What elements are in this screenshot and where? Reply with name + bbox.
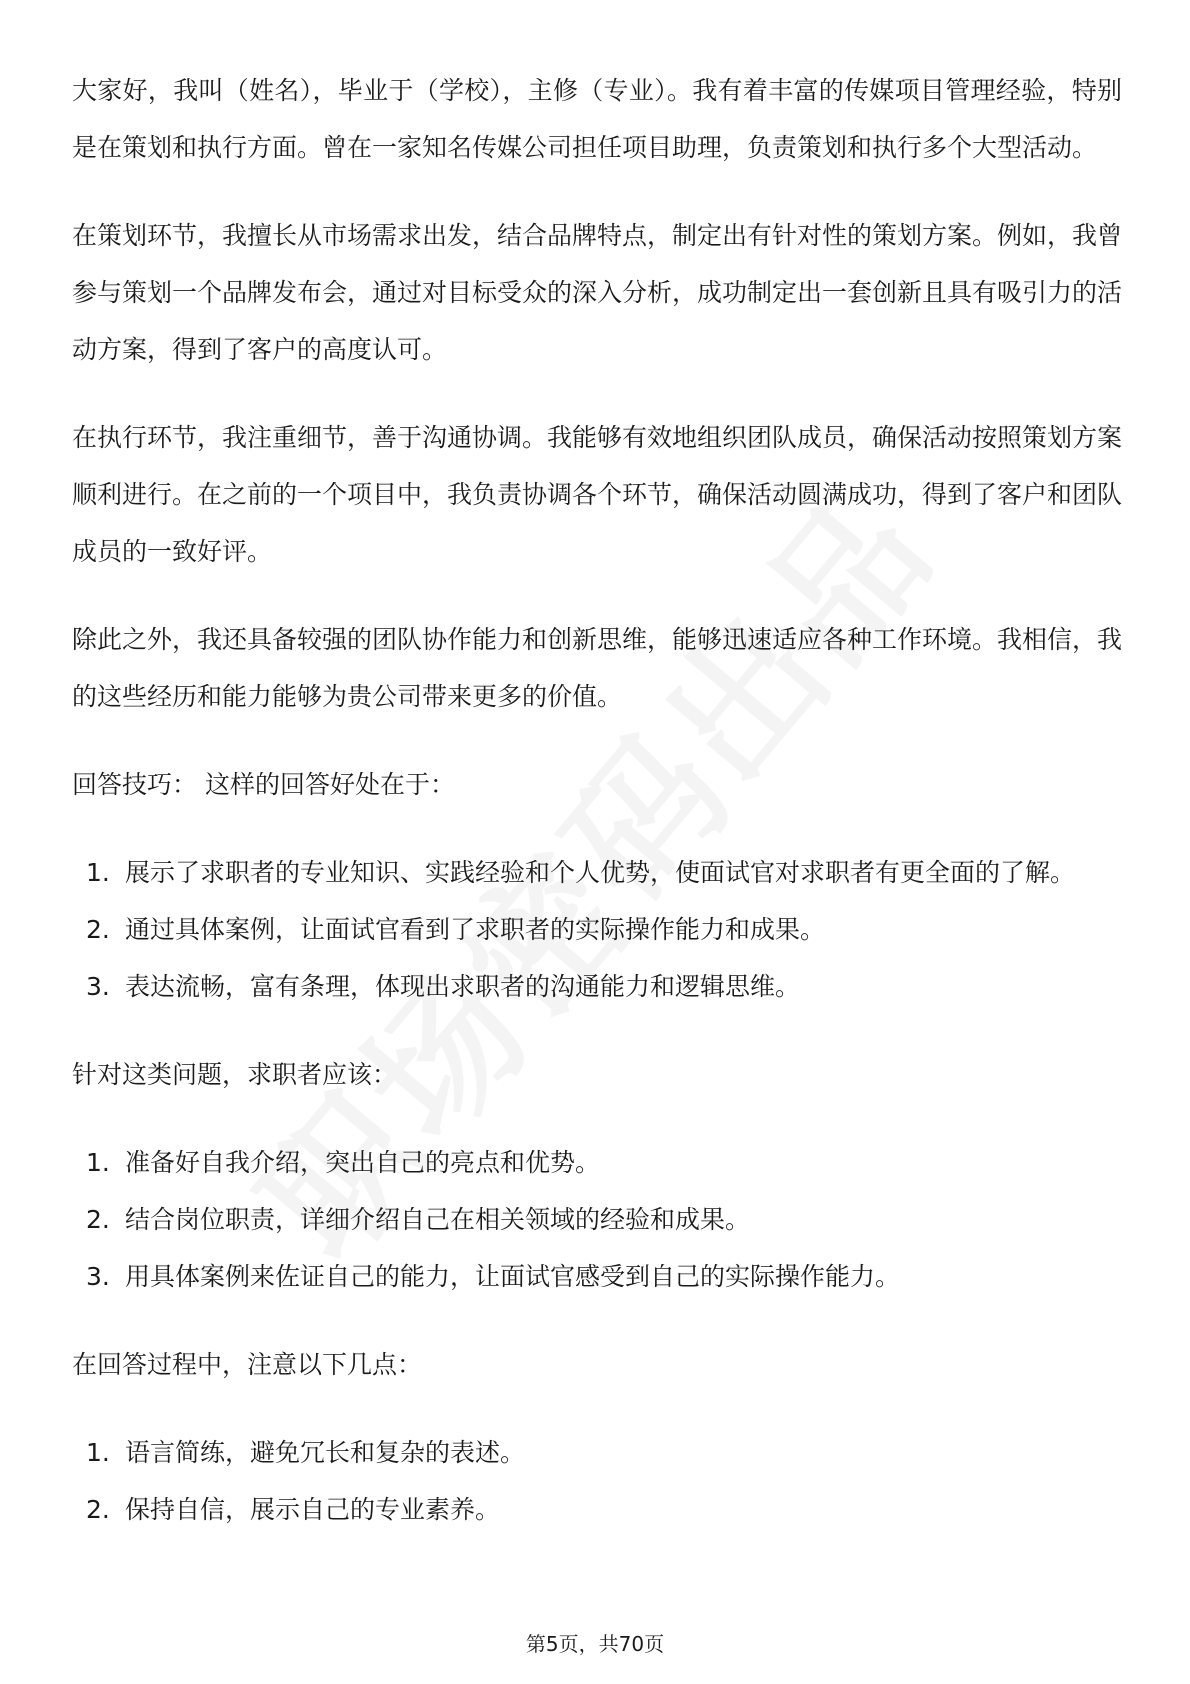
should-list [72, 1134, 1122, 1305]
list-number: 3. [86, 972, 110, 1001]
page-footer: 第5页，共70页 [525, 1632, 665, 1656]
list-item [72, 1191, 1122, 1248]
list-number: 1. [86, 1148, 110, 1177]
notes-heading: 在回答过程中，注意以下几点： [72, 1350, 423, 1379]
list-item-text: 通过具体案例，让面试官看到了求职者的实际操作能力和成果。 [125, 915, 826, 944]
list-item [72, 1481, 1122, 1538]
list-item [72, 1134, 1122, 1191]
list-item-text: 保持自信，展示自己的专业素养。 [125, 1495, 501, 1524]
list-item-text: 语言简练，避免冗长和复杂的表述。 [125, 1438, 526, 1467]
list-item [72, 844, 1122, 901]
list-item [72, 958, 1122, 1015]
notes-list [72, 1424, 1122, 1538]
tips-list [72, 844, 1122, 1015]
list-number: 2. [86, 1495, 110, 1524]
execution-paragraph: 在执行环节，我注重细节，善于沟通协调。我能够有效地组织团队成员，确保活动按照策划方案顺利进行。在之前的一个项目中，我负责协调各个环节，确保活动圆满成功，得到了客户和团队成员的一致好评。 [72, 423, 1123, 566]
tips-heading: 回答技巧： 这样的回答好处在于： [72, 770, 455, 799]
list-item-text: 展示了求职者的专业知识、实践经验和个人优势，使面试官对求职者有更全面的了解。 [125, 858, 1076, 887]
list-number: 2. [86, 1205, 110, 1234]
list-item-text: 表达流畅，富有条理，体现出求职者的沟通能力和逻辑思维。 [125, 972, 801, 1001]
list-item [72, 1248, 1122, 1305]
intro-paragraph: 大家好，我叫（姓名），毕业于（学校），主修（专业）。我有着丰富的传媒项目管理经验，特别是在策划和执行方面。曾在一家知名传媒公司担任项目助理，负责策划和执行多个大型活动。 [72, 76, 1122, 162]
planning-paragraph: 在策划环节，我擅长从市场需求出发，结合品牌特点，制定出有针对性的策划方案。例如，我曾参与策划一个品牌发布会，通过对目标受众的深入分析，成功制定出一套创新且具有吸引力的活动方案，得到了客户的高度认可。 [72, 221, 1123, 364]
should-heading: 针对这类问题，求职者应该： [72, 1060, 398, 1089]
list-number: 2. [86, 915, 110, 944]
list-item [72, 901, 1122, 958]
document-body [72, 62, 1122, 1569]
list-item-text: 用具体案例来佐证自己的能力，让面试官感受到自己的实际操作能力。 [125, 1262, 901, 1291]
list-number: 1. [86, 858, 110, 887]
list-number: 3. [86, 1262, 110, 1291]
closing-paragraph: 除此之外，我还具备较强的团队协作能力和创新思维，能够迅速适应各种工作环境。我相信，我的这些经历和能力能够为贵公司带来更多的价值。 [72, 625, 1123, 711]
list-number: 1. [86, 1438, 110, 1467]
list-item [72, 1424, 1122, 1481]
list-item-text: 结合岗位职责，详细介绍自己在相关领域的经验和成果。 [125, 1205, 751, 1234]
list-item-text: 准备好自我介绍，突出自己的亮点和优势。 [125, 1148, 601, 1177]
